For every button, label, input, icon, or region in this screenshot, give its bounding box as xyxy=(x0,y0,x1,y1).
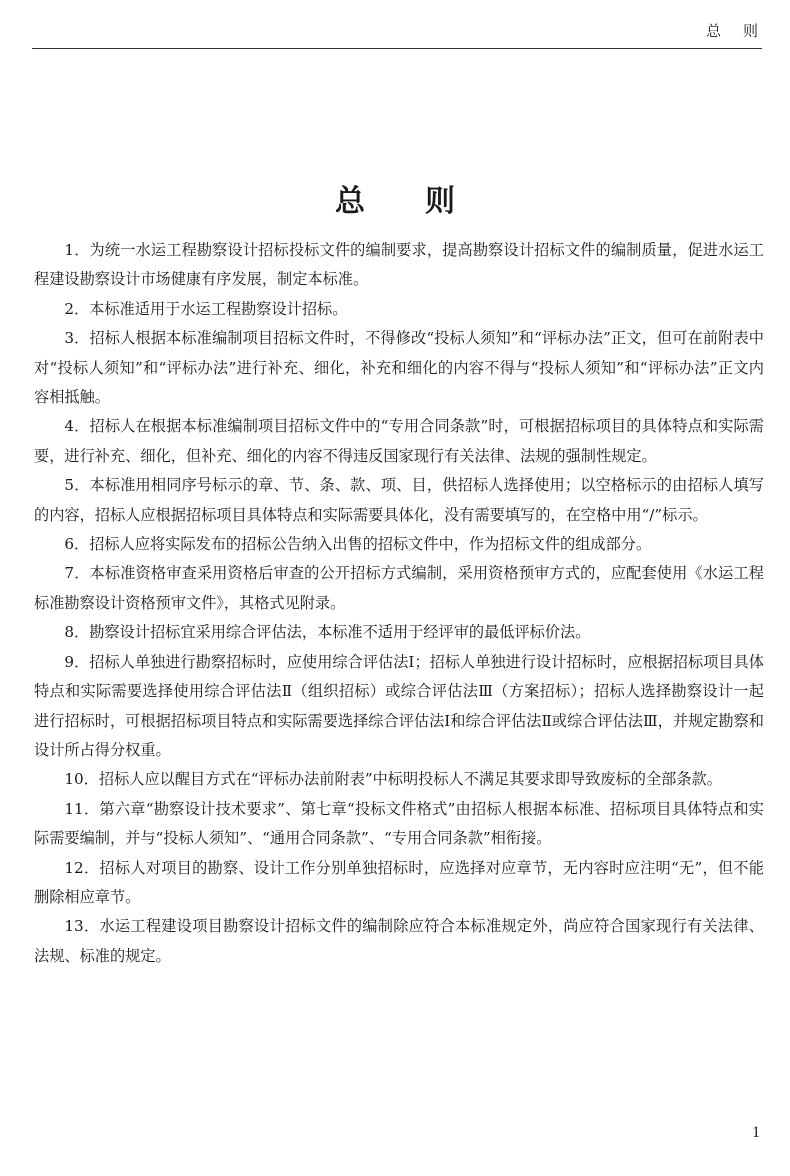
running-head: 总则 xyxy=(705,22,780,40)
paragraph: 8．勘察设计招标宜采用综合评估法，本标准不适用于经评审的最低评标价法。 xyxy=(64,623,591,642)
paragraph: 5．本标准用相同序号标示的章、节、条、款、项、目，供招标人选择使用；以空格标示的由招标人填写的内容，招标人应根据招标项目具体特点和实际需要具体化，没有需要填写的，在空格中用“/”标示。 xyxy=(34,476,764,524)
paragraph: 11．第六章“勘察设计技术要求”、第七章“投标文件格式”由招标人根据本标准、招标项目具体特点和实际需要编制，并与“投标人须知”、“通用合同条款”、“专用合同条款”相衔接。 xyxy=(34,799,764,848)
paragraph: 1．为统一水运工程勘察设计招标投标文件的编制要求，提高勘察设计招标文件的编制质量，促进水运工程建设勘察设计市场健康有序发展，制定本标准。 xyxy=(34,241,764,289)
paragraph: 4．招标人在根据本标准编制项目招标文件中的“专用合同条款”时，可根据招标项目的具体特点和实际需要，进行补充、细化，但补充、细化的内容不得违反国家现行有关法律、法规的强制性规定。 xyxy=(34,417,764,465)
page-title: 总则 xyxy=(335,184,515,219)
paragraph: 2．本标准适用于水运工程勘察设计招标。 xyxy=(64,299,348,318)
page-number: 1 xyxy=(752,1124,760,1141)
paragraph: 7．本标准资格审查采用资格后审查的公开招标方式编制，采用资格预审方式的，应配套使用《水运工程标准勘察设计资格预审文件》，其格式见附录。 xyxy=(34,564,764,612)
paragraph: 10．招标人应以醒目方式在“评标办法前附表”中标明投标人不满足其要求即导致废标的全部条款。 xyxy=(64,770,722,789)
header-rule xyxy=(32,48,762,49)
paragraph: 6．招标人应将实际发布的招标公告纳入出售的招标文件中，作为招标文件的组成部分。 xyxy=(64,535,652,554)
paragraph: 13．水运工程建设项目勘察设计招标文件的编制除应符合本标准规定外，尚应符合国家现行有关法律、法规、标准的规定。 xyxy=(34,917,764,965)
paragraph: 3．招标人根据本标准编制项目招标文件时，不得修改“投标人须知”和“评标办法”正文，但可在前附表中对“投标人须知”和“评标办法”进行补充、细化，补充和细化的内容不得与“投标人须知”和“评标办法”正文内容相抵触。 xyxy=(34,329,764,407)
paragraph: 9．招标人单独进行勘察招标时，应使用综合评估法Ⅰ；招标人单独进行设计招标时，应根据招标项目具体特点和实际需要选择使用综合评估法Ⅱ（组织招标）或综合评估法Ⅲ（方案招标）；招标人选择勘察设计一起进行招标时，可根据招标项目特点和实际需要选择综合评估法Ⅰ和综合评估法Ⅱ或综合评估法Ⅲ，并规定勘察和设计所占得分权重。 xyxy=(34,652,764,759)
body-text xyxy=(34,236,764,971)
paragraph: 12．招标人对项目的勘察、设计工作分别单独招标时，应选择对应章节，无内容时应注明“无”，但不能删除相应章节。 xyxy=(34,858,764,906)
